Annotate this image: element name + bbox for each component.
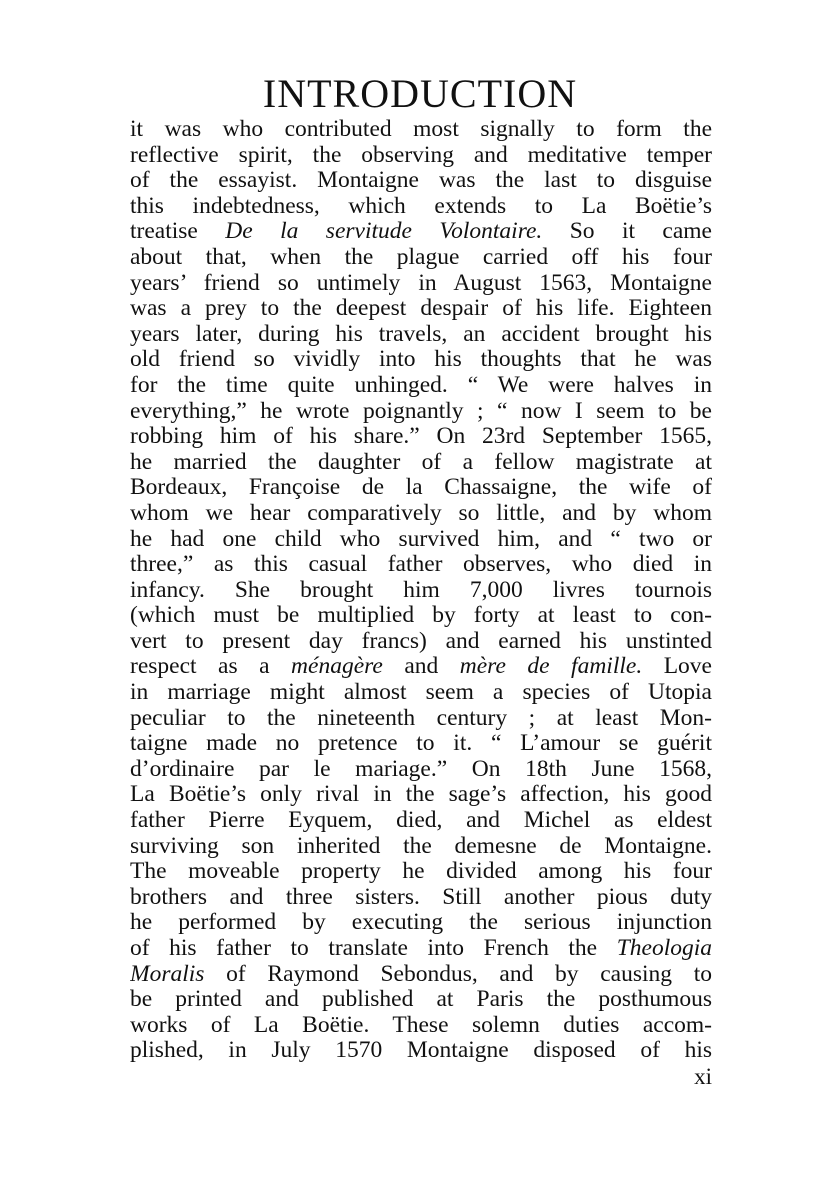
- text-line: La Boëtie’s only rival in the sage’s affection, his good: [130, 782, 712, 808]
- text-line: (which must be multiplied by forty at least to con-: [130, 603, 712, 629]
- text-line: treatise De la servitude Volontaire. So it came: [130, 219, 712, 245]
- text-line: be printed and published at Paris the posthumous: [130, 987, 712, 1013]
- text-line: brothers and three sisters. Still another pious duty: [130, 884, 712, 910]
- text-line: The moveable property he divided among his four: [130, 859, 712, 885]
- text-line: for the time quite unhinged. “ We were halves in: [130, 372, 712, 398]
- text-line: surviving son inherited the demesne de Montaigne.: [130, 833, 712, 859]
- text-line: this indebtedness, which extends to La Boëtie’s: [130, 193, 712, 219]
- text-line: d’ordinaire par le mariage.” On 18th June 1568,: [130, 756, 712, 782]
- text-line: vert to present day francs) and earned his unstinted: [130, 628, 712, 654]
- text-line: whom we hear comparatively so little, and by whom: [130, 500, 712, 526]
- running-head-title: INTRODUCTION: [262, 71, 578, 116]
- text-line: peculiar to the nineteenth century ; at least Mon-: [130, 705, 712, 731]
- text-line: old friend so vividly into his thoughts that he was: [130, 347, 712, 373]
- text-line: of his father to translate into French the Theologia: [130, 936, 712, 961]
- text-line: Bordeaux, Françoise de la Chassaigne, the wife of: [130, 475, 712, 501]
- text-line: robbing him of his share.” On 23rd September 1565,: [130, 424, 712, 450]
- text-line: he had one child who survived him, and “ two or: [130, 526, 712, 552]
- text-line: years later, during his travels, an accident brought his: [130, 321, 712, 347]
- text-line: father Pierre Eyquem, died, and Michel as eldest: [130, 808, 712, 834]
- text-line: plished, in July 1570 Montaigne disposed of his: [130, 1038, 712, 1064]
- page-number: xi: [694, 1064, 712, 1089]
- text-line: in marriage might almost seem a species of Utopia: [130, 680, 712, 706]
- text-line: of the essayist. Montaigne was the last to disguise: [130, 168, 712, 194]
- text-line: respect as a ménagère and mère de famille. Love: [130, 654, 712, 680]
- text-line: everything,” he wrote poignantly ; “ now I seem to be: [130, 398, 712, 424]
- text-line: works of La Boëtie. These solemn duties accom-: [130, 1012, 712, 1038]
- text-line: taigne made no pretence to it. “ L’amour se guérit: [130, 731, 712, 757]
- text-line: was a prey to the deepest despair of his life. Eighteen: [130, 296, 712, 322]
- text-line: Moralis of Raymond Sebondus, and by causing to: [130, 961, 712, 987]
- text-line: three,” as this casual father observes, who died in: [130, 552, 712, 578]
- text-line: about that, when the plague carried off his four: [130, 244, 712, 270]
- text-line: infancy. She brought him 7,000 livres tournois: [130, 577, 712, 603]
- text-line: he performed by executing the serious injunction: [130, 910, 712, 936]
- text-line: years’ friend so untimely in August 1563, Montaigne: [130, 270, 712, 296]
- body-paragraph: [130, 117, 712, 1064]
- text-line: he married the daughter of a fellow magistrate at: [130, 449, 712, 475]
- text-line: reflective spirit, the observing and meditative temper: [130, 142, 712, 168]
- text-line: it was who contributed most signally to form the: [130, 117, 712, 142]
